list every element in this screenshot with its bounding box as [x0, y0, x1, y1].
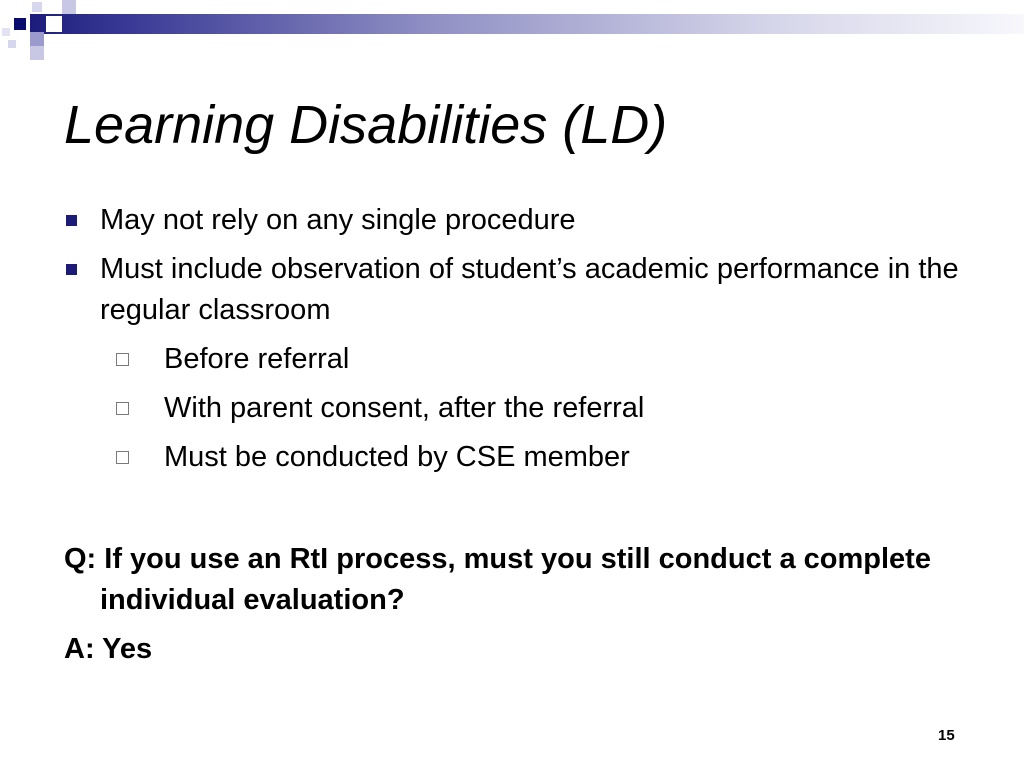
page-number: 15 [938, 727, 955, 744]
decor-square [8, 40, 16, 48]
sub-bullet-item [64, 388, 964, 429]
bullet-list [64, 200, 964, 486]
sub-bullet-text: With parent consent, after the referral [164, 392, 645, 424]
sub-bullet-item [64, 339, 964, 380]
decor-square [14, 18, 26, 30]
decor-square [30, 32, 44, 46]
hollow-square-bullet-icon [116, 402, 129, 415]
bullet-text: Must include observation of student’s academic performance in the regular classroom [100, 253, 959, 326]
slide-title: Learning Disabilities (LD) [64, 95, 668, 155]
hollow-square-bullet-icon [116, 353, 129, 366]
square-bullet-icon [66, 264, 77, 275]
sub-bullet-text: Must be conducted by CSE member [164, 441, 630, 473]
decor-square [30, 46, 44, 60]
decor-square [62, 0, 76, 14]
bullet-item [64, 249, 964, 331]
sub-bullet-text: Before referral [164, 343, 350, 375]
header-gradient-band [30, 14, 1024, 34]
hollow-square-bullet-icon [116, 451, 129, 464]
answer-text: A: Yes [64, 633, 153, 665]
bullet-item [64, 200, 964, 241]
square-bullet-icon [66, 215, 77, 226]
decor-square [46, 16, 62, 32]
decor-square [32, 2, 42, 12]
question-text: Q: If you use an RtI process, must you still conduct a complete individual evaluation? [64, 543, 931, 616]
decor-square [2, 28, 10, 36]
bullet-text: May not rely on any single procedure [100, 204, 576, 236]
sub-bullet-item [64, 437, 964, 478]
